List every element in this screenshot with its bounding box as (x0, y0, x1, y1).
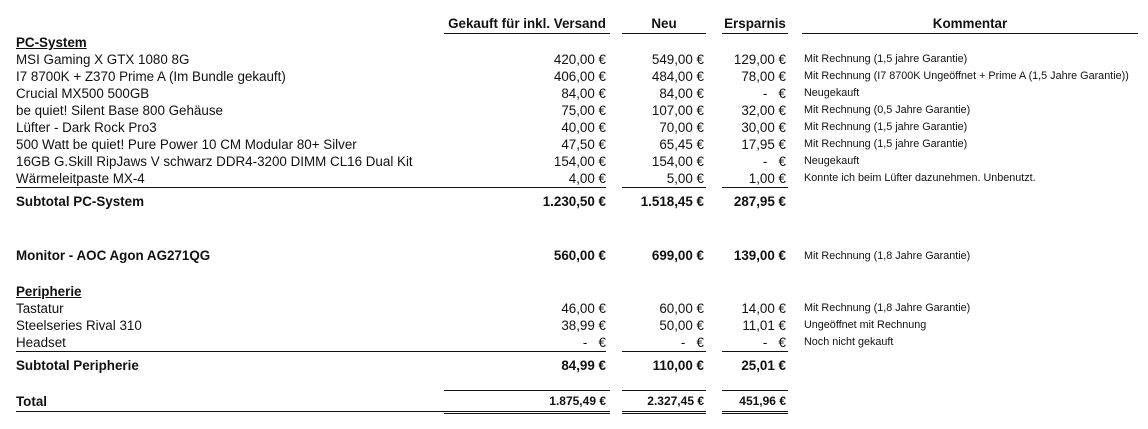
item-savings: - € (762, 154, 786, 169)
item-savings: 11,01 € (742, 318, 786, 333)
item-comment: Mit Rechnung (1,5 jahre Garantie) (804, 138, 968, 150)
total-bottom-line-1 (16, 411, 610, 412)
item-comment: Mit Rechnung (I7 8700K Ungeöffnet + Prime A (1,5 Jahre Garantie)) (804, 70, 1129, 82)
header-savings: Ersparnis (724, 16, 786, 31)
item-comment: Neugekauft (804, 155, 860, 167)
item-comment: Mit Rechnung (0,5 Jahre Garantie) (804, 104, 971, 116)
total-savings: 451,96 € (739, 394, 786, 408)
item-price: 47,50 € (561, 137, 606, 152)
subtotal-savings: 25,01 € (741, 358, 786, 373)
total-bottom-line-new (622, 411, 706, 412)
item-comment: Noch nicht gekauft (804, 336, 894, 348)
item-name: be quiet! Silent Base 800 Gehäuse (16, 103, 223, 118)
total-row (0, 393, 1148, 410)
item-new: 60,00 € (659, 301, 704, 316)
item-name: Tastatur (16, 301, 64, 316)
monitor-row (0, 247, 1148, 264)
item-name: I7 8700K + Z370 Prime A (Im Bundle gekauft) (16, 69, 286, 84)
subtotal-divider-pc (16, 187, 606, 188)
item-price: - € (582, 335, 606, 350)
item-new: 50,00 € (659, 318, 704, 333)
total-double-line-savings (722, 413, 788, 414)
subtotal-savings: 287,95 € (733, 194, 786, 209)
item-savings: 129,00 € (733, 52, 786, 67)
header-row (0, 15, 1148, 32)
item-name: Steelseries Rival 310 (16, 318, 142, 333)
total-new: 2.327,45 € (647, 394, 704, 408)
table-row (0, 317, 1148, 334)
subtotal-label: Subtotal Peripherie (16, 358, 139, 373)
item-name: 500 Watt be quiet! Pure Power 10 CM Modular 80+ Silver (16, 137, 357, 152)
item-new: 549,00 € (651, 52, 704, 67)
item-name: Wärmeleitpaste MX-4 (16, 171, 145, 186)
item-savings: 1,00 € (748, 171, 786, 186)
table-row (0, 300, 1148, 317)
subtotal-divider-peripherals (16, 351, 606, 352)
item-new: 5,00 € (666, 171, 704, 186)
item-new: 154,00 € (651, 154, 704, 169)
table-row (0, 170, 1148, 187)
item-new: 65,45 € (659, 137, 704, 152)
item-savings: 78,00 € (741, 69, 786, 84)
item-price: 75,00 € (561, 103, 606, 118)
item-price: 154,00 € (553, 154, 606, 169)
item-new: 84,00 € (659, 86, 704, 101)
item-comment: Mit Rechnung (1,8 Jahre Garantie) (804, 302, 971, 314)
item-name: Crucial MX500 500GB (16, 86, 150, 101)
item-new: 484,00 € (651, 69, 704, 84)
subtotal-row-peripherals (0, 357, 1148, 374)
subtotal-divider-peripherals-savings (722, 351, 788, 352)
section-title-row (0, 34, 1148, 51)
subtotal-label: Subtotal PC-System (16, 194, 144, 209)
subtotal-divider-pc-savings (722, 187, 788, 188)
subtotal-divider-peripherals-new (622, 351, 706, 352)
item-savings: 14,00 € (741, 301, 786, 316)
subtotal-divider-pc-new (622, 187, 706, 188)
total-double-line-price (444, 413, 610, 414)
subtotal-new: 1.518,45 € (640, 194, 704, 209)
item-comment: Konnte ich beim Lüfter dazunehmen. Unbenutzt. (804, 172, 1036, 184)
item-new: 70,00 € (659, 120, 704, 135)
header-price: Gekauft für inkl. Versand (448, 16, 606, 31)
item-name: MSI Gaming X GTX 1080 8G (16, 52, 190, 67)
item-new: 107,00 € (651, 103, 704, 118)
section-title-row (0, 283, 1148, 300)
section-title-pc: PC-System (16, 35, 87, 50)
total-double-line-new (622, 413, 706, 414)
table-row (0, 153, 1148, 170)
item-price: 46,00 € (561, 301, 606, 316)
header-comment: Kommentar (932, 16, 1008, 31)
total-top-line-price (444, 390, 610, 391)
total-label: Total (16, 394, 47, 409)
item-savings: - € (762, 335, 786, 350)
item-savings: 17,95 € (741, 137, 786, 152)
total-top-line-savings (722, 390, 788, 391)
table-row (0, 85, 1148, 102)
table-row (0, 51, 1148, 68)
item-comment: Ungeöffnet mit Rechnung (804, 319, 927, 331)
item-savings: 30,00 € (741, 120, 786, 135)
item-price: 84,00 € (561, 86, 606, 101)
total-price: 1.875,49 € (549, 394, 606, 408)
monitor-new: 699,00 € (651, 248, 704, 263)
total-bottom-line-savings (722, 411, 788, 412)
table-row (0, 102, 1148, 119)
item-comment: Mit Rechnung (1,5 jahre Garantie) (804, 53, 968, 65)
monitor-comment: Mit Rechnung (1,8 Jahre Garantie) (804, 250, 971, 262)
item-savings: 32,00 € (741, 103, 786, 118)
item-price: 40,00 € (561, 120, 606, 135)
total-top-line-new (622, 390, 706, 391)
item-new: - € (680, 335, 704, 350)
table-row (0, 119, 1148, 136)
item-comment: Neugekauft (804, 87, 860, 99)
monitor-label: Monitor - AOC Agon AG271QG (16, 248, 211, 263)
item-name: Headset (16, 335, 66, 350)
table-row (0, 136, 1148, 153)
item-price: 4,00 € (568, 171, 606, 186)
monitor-savings: 139,00 € (733, 248, 786, 263)
table-row (0, 68, 1148, 85)
item-price: 406,00 € (553, 69, 606, 84)
subtotal-price: 84,99 € (561, 358, 606, 373)
subtotal-price: 1.230,50 € (542, 194, 606, 209)
subtotal-new: 110,00 € (652, 358, 704, 373)
header-new: Neu (651, 16, 677, 31)
item-name: 16GB G.Skill RipJaws V schwarz DDR4-3200 DIMM CL16 Dual Kit (16, 154, 413, 169)
item-comment: Mit Rechnung (1,5 jahre Garantie) (804, 121, 968, 133)
table-row (0, 334, 1148, 351)
monitor-price: 560,00 € (553, 248, 606, 263)
item-savings: - € (762, 86, 786, 101)
item-price: 38,99 € (561, 318, 606, 333)
subtotal-row-pc (0, 193, 1148, 210)
item-name: Lüfter - Dark Rock Pro3 (16, 120, 157, 135)
section-title-peripherals: Peripherie (16, 284, 82, 299)
item-price: 420,00 € (553, 52, 606, 67)
